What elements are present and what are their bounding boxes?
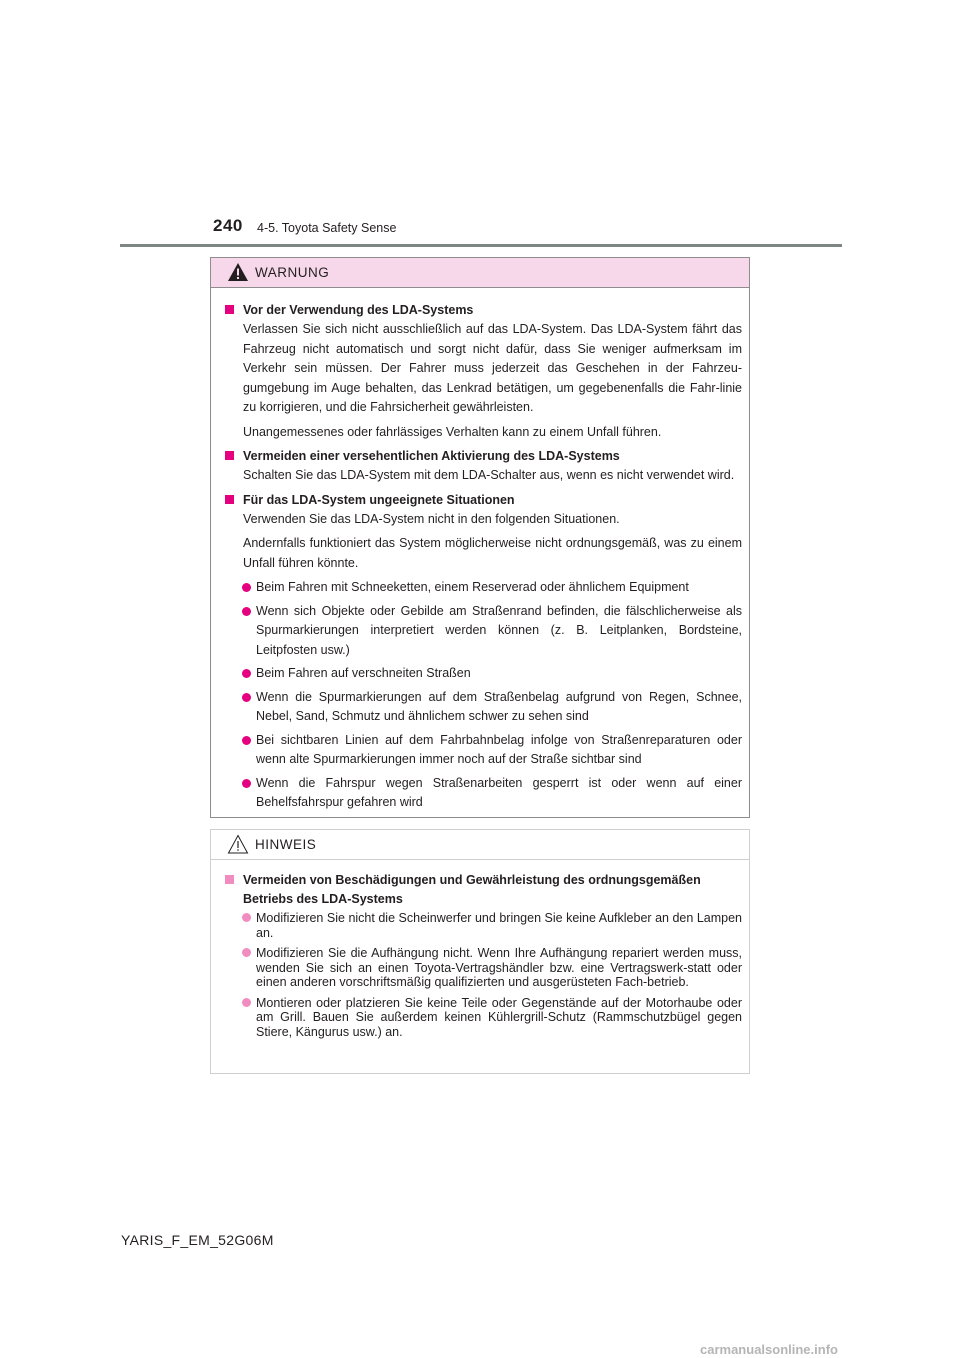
list-item-text: Montieren oder platzieren Sie keine Teile oder Gegenstände auf der Motorhaube oder am Grill. Bauen Sie außerdem keinen Kühlergrill-Schutz (Rammschutzbügel gegen Stiere, Kängurus usw.) an.	[256, 995, 742, 1039]
square-bullet-icon	[225, 305, 234, 314]
list-item-text: Modifizieren Sie nicht die Scheinwerfer und bringen Sie keine Aufkleber an den Lampen an.	[256, 911, 742, 940]
list-item-text: Beim Fahren mit Schneeketten, einem Reserverad oder ähnlichem Equipment	[256, 580, 689, 594]
list-item	[225, 602, 742, 661]
header-rule	[120, 244, 842, 247]
round-bullet-icon	[242, 998, 251, 1007]
list-item-text: Wenn die Spurmarkierungen auf dem Straßenbelag aufgrund von Regen, Schnee, Nebel, Sand, Schmutz und ähnlichem schwer zu sehen sind	[256, 689, 742, 723]
note-box	[210, 829, 750, 1074]
note-label: HINWEIS	[255, 837, 317, 852]
round-bullet-icon	[242, 913, 251, 922]
round-bullet-icon	[242, 669, 251, 678]
section-title: 4-5. Toyota Safety Sense	[257, 221, 397, 235]
list-item	[225, 774, 742, 813]
warning-body	[211, 288, 749, 813]
round-bullet-icon	[242, 736, 251, 745]
note-body	[211, 860, 749, 1039]
paragraph: Verwenden Sie das LDA-System nicht in den folgenden Situationen.	[243, 511, 620, 526]
warning-header	[211, 258, 749, 288]
paragraph: Schalten Sie das LDA-System mit dem LDA-Schalter aus, wenn es nicht verwendet wird.	[243, 468, 735, 482]
warning-triangle-icon	[227, 262, 249, 282]
round-bullet-icon	[242, 607, 251, 616]
document-code: YARIS_F_EM_52G06M	[121, 1232, 274, 1248]
list-item-text: Wenn sich Objekte oder Gebilde am Straßenrand befinden, die fälschlicherweise als Spurmarkierungen interpretiert werden können (z. B. Leitplanken, Bordsteine, Leitpfosten usw.)	[256, 603, 742, 657]
warning-box	[210, 257, 750, 818]
list-item	[225, 731, 742, 770]
list-item-text: Bei sichtbaren Linien auf dem Fahrbahnbelag infolge von Straßenreparaturen oder wenn alte Spurmarkierungen immer noch auf der Straße sichtbar sind	[256, 732, 742, 766]
paragraph: Verlassen Sie sich nicht ausschließlich auf das LDA-System. Das LDA-System fährt das Fahrzeug nicht automatisch und sorgt nicht dafür, dass Sie weniger aufmerksam im Verkehr sein müssen. Der Fahrer muss jederzeit das Geschehen in der Fahrzeu-gumgebung im Auge behalten, das Lenkrad betätigen, um gegebenenfalls die Fahr-linie zu korrigieren, und die Fahrsicherheit gewährleisten.	[243, 322, 742, 414]
warning-section-heading	[225, 301, 742, 319]
heading-text: Vermeiden von Beschädigungen und Gewährleistung des ordnungsgemäßen Betriebs des LDA-Systems	[243, 873, 701, 906]
list-item	[225, 688, 742, 727]
round-bullet-icon	[242, 583, 251, 592]
note-header	[211, 830, 749, 860]
list-item	[225, 578, 742, 598]
square-bullet-icon	[225, 495, 234, 504]
caution-triangle-outline-icon	[227, 834, 249, 854]
square-bullet-icon	[225, 875, 234, 884]
list-item-text: Modifizieren Sie die Aufhängung nicht. Wenn Ihre Aufhängung repariert werden muss, wenden Sie sich an einen Toyota-Vertragshändler bzw. eine Vertragswerk-statt oder einen anderen vorschriftsmäßig qualifizierten und ausgerüsteten Fach-betrieb.	[256, 946, 742, 989]
warning-section-heading	[225, 491, 742, 509]
heading-text: Vermeiden einer versehentlichen Aktivierung des LDA-Systems	[243, 449, 620, 463]
paragraph: Andernfalls funktioniert das System möglicherweise nicht ordnungsgemäß, was zu einem Unfall führen könnte.	[243, 536, 742, 570]
list-item	[225, 996, 742, 1040]
page-number: 240	[213, 216, 243, 235]
heading-text: Für das LDA-System ungeeignete Situationen	[243, 492, 515, 507]
list-item	[225, 946, 742, 990]
warning-label: WARNUNG	[255, 265, 330, 280]
square-bullet-icon	[225, 451, 234, 460]
round-bullet-icon	[242, 948, 251, 957]
list-item	[225, 911, 742, 940]
list-item	[225, 664, 742, 684]
warning-section-heading	[225, 447, 742, 465]
list-item-text: Wenn die Fahrspur wegen Straßenarbeiten gesperrt ist oder wenn auf einer Behelfsfahrspur gefahren wird	[256, 775, 742, 809]
round-bullet-icon	[242, 693, 251, 702]
heading-text: Vor der Verwendung des LDA-Systems	[243, 303, 474, 317]
list-item-text: Beim Fahren auf verschneiten Straßen	[256, 666, 471, 680]
note-heading	[225, 871, 742, 909]
watermark: carmanualsonline.info	[700, 1342, 838, 1357]
paragraph: Unangemessenes oder fahrlässiges Verhalten kann zu einem Unfall führen.	[243, 424, 662, 439]
round-bullet-icon	[242, 779, 251, 788]
